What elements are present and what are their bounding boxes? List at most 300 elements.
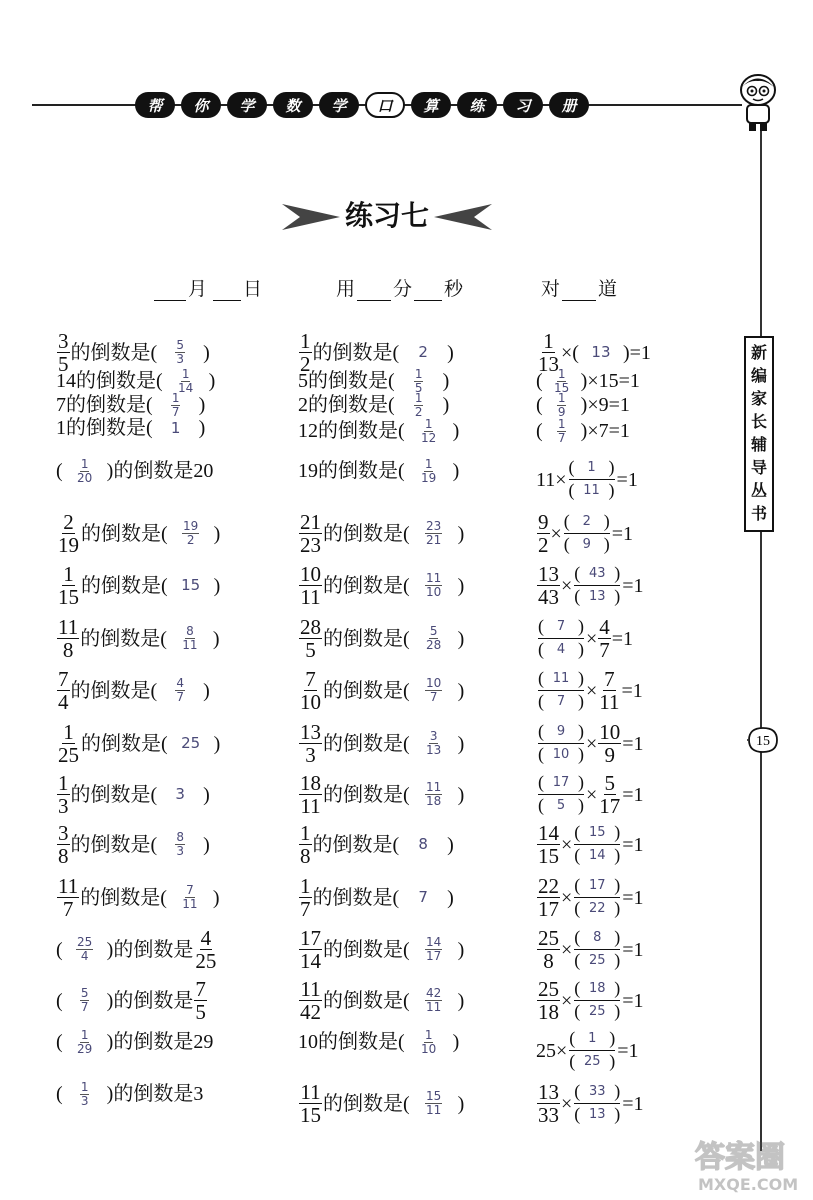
given-fraction: [57, 563, 80, 608]
handwritten-denominator: 25: [589, 953, 606, 969]
answer-blank[interactable]: [160, 884, 219, 910]
answer-slot: [405, 418, 453, 444]
answer-fraction-blank[interactable]: [538, 722, 584, 765]
handwritten-denominator: 4: [556, 642, 566, 658]
answer-slot: [399, 837, 447, 852]
sidebar-char: 丛: [750, 482, 767, 500]
paren: (: [563, 534, 570, 555]
denominator: 15: [58, 585, 79, 610]
given-fraction: [299, 668, 322, 713]
paren: ): [457, 938, 465, 961]
answer-blank[interactable]: [536, 392, 587, 418]
numerator: 14: [538, 821, 559, 845]
answer-blank[interactable]: [403, 730, 464, 756]
prompt-text: 的倒数是: [70, 679, 151, 702]
denominator: 7: [176, 690, 184, 705]
paren: (: [574, 927, 581, 947]
reciprocal-row: [298, 1029, 459, 1055]
denominator: 29: [77, 1041, 93, 1056]
answer-slot: [410, 625, 458, 651]
header-char: 帮: [135, 92, 175, 118]
answer-slot: [395, 392, 443, 418]
answer-slot: [157, 831, 203, 857]
paren: ): [580, 420, 588, 443]
answer-fraction-blank[interactable]: [569, 458, 615, 501]
given-number: 10: [298, 1031, 318, 1054]
prompt-text: 的倒数是: [113, 989, 194, 1012]
paren: (: [160, 886, 167, 909]
paren: (: [536, 370, 543, 393]
numerator: 11: [426, 780, 442, 795]
given-fraction: [598, 721, 621, 766]
handwritten-denominator: 25: [589, 1004, 606, 1020]
answer-fraction-blank[interactable]: [538, 773, 584, 816]
handwritten-answer: [171, 392, 181, 418]
paren: ): [442, 394, 450, 417]
paren: ): [614, 563, 621, 583]
handwritten-answer: [181, 625, 198, 651]
answer-blank[interactable]: [536, 418, 587, 444]
handwritten-answer: [76, 1029, 93, 1055]
paren: ): [452, 460, 460, 483]
reciprocal-row: [298, 978, 464, 1023]
paren: (: [150, 783, 158, 806]
paren: (: [569, 1028, 576, 1048]
prompt-text: 的倒数是: [323, 938, 403, 961]
product-row: [536, 616, 633, 661]
numerator: 1: [424, 1028, 433, 1042]
second-blank[interactable]: [414, 282, 442, 301]
answer-blank[interactable]: [146, 392, 205, 418]
paren: (: [56, 1031, 63, 1054]
answer-blank[interactable]: [393, 343, 454, 363]
numerator: 7: [58, 667, 69, 691]
denominator: 14: [178, 380, 194, 395]
answer-blank[interactable]: [146, 418, 205, 438]
answer-slot: [410, 781, 458, 807]
denominator: 11: [599, 690, 620, 715]
paren: (: [398, 460, 405, 483]
paren: (: [574, 950, 581, 971]
paren: ): [212, 627, 220, 650]
numerator: 4: [200, 926, 212, 950]
answer-blank[interactable]: [56, 1029, 113, 1055]
answer-blank[interactable]: [403, 572, 464, 598]
answer-fraction-blank[interactable]: [564, 512, 610, 555]
equals-one: =1: [622, 783, 644, 806]
given-fraction: [299, 875, 312, 920]
paren: (: [574, 978, 581, 998]
answer-blank[interactable]: [161, 520, 220, 546]
answer-blank[interactable]: [398, 458, 459, 484]
numerator: 1: [80, 1080, 89, 1094]
reciprocal-row: [298, 392, 449, 418]
answer-blank[interactable]: [151, 339, 210, 365]
denominator: 18: [538, 1000, 559, 1025]
handwritten-answer: [557, 392, 567, 418]
given-number: 12: [298, 420, 318, 443]
reciprocal-row: [56, 392, 205, 418]
answer-fraction-blank[interactable]: [574, 823, 620, 866]
paren: ): [203, 341, 210, 364]
paren: (: [161, 732, 168, 755]
answer-slot: [63, 1081, 107, 1107]
handwritten-numerator: 1: [588, 1030, 597, 1046]
handwritten-numerator: 9: [556, 723, 566, 739]
paren: (: [403, 574, 410, 597]
paren: (: [392, 833, 400, 856]
given-number: 25: [536, 1039, 556, 1062]
numerator: 7: [195, 977, 206, 1001]
handwritten-numerator: 15: [589, 824, 606, 840]
answer-blank[interactable]: [572, 343, 629, 363]
denominator: 10: [421, 1041, 437, 1056]
reciprocal-row: [298, 1081, 464, 1126]
denominator: 33: [538, 1103, 559, 1128]
answer-blank[interactable]: [151, 677, 210, 703]
paren: ): [457, 522, 465, 545]
handwritten-numerator: 1: [587, 459, 596, 475]
answer-slot: [410, 572, 458, 598]
reciprocal-row: [56, 721, 220, 766]
answer-blank[interactable]: [56, 987, 113, 1013]
paren: ): [212, 886, 220, 909]
header-char: 数: [273, 92, 313, 118]
handwritten-numerator: 2: [582, 513, 591, 529]
reciprocal-row: [298, 772, 464, 817]
given-fraction: [537, 1081, 560, 1126]
denominator: 9: [604, 743, 616, 768]
day-blank[interactable]: [213, 282, 241, 301]
prompt-text: 的倒数是: [318, 420, 398, 443]
denominator: 17: [426, 949, 442, 964]
denominator: 3: [305, 743, 316, 768]
answer-blank[interactable]: [161, 734, 220, 754]
handwritten-denominator: 9: [582, 537, 591, 553]
numerator: 42: [426, 986, 442, 1001]
times-sign: ×: [586, 732, 598, 755]
exercise-title: [282, 198, 492, 236]
paren: (: [572, 341, 579, 364]
given-number: 19: [298, 460, 318, 483]
given-fraction: [537, 927, 560, 972]
paren: ): [614, 978, 621, 998]
paren: ): [457, 574, 465, 597]
times-sign: ×: [587, 420, 599, 443]
handwritten-answer: 15: [181, 576, 201, 595]
given-fraction: [57, 875, 79, 920]
paren: (: [146, 417, 153, 439]
answer-blank[interactable]: [403, 520, 464, 546]
denominator: 4: [58, 690, 69, 715]
handwritten-numerator: 17: [589, 877, 606, 893]
answer-blank[interactable]: [56, 936, 113, 962]
prompt-text: 的倒数是: [113, 938, 194, 961]
paren: ): [447, 833, 454, 856]
paren: (: [574, 563, 581, 583]
answer-fraction-blank[interactable]: [574, 928, 620, 971]
paren: ): [578, 668, 584, 688]
times-sign: ×: [561, 938, 573, 961]
handwritten-answer: [425, 520, 442, 546]
denominator: 15: [554, 380, 570, 395]
denominator: 2: [300, 352, 311, 377]
answer-slot: [167, 884, 213, 910]
denominator: 20: [77, 470, 93, 485]
handwritten-denominator: 14: [589, 848, 606, 864]
numerator: 1: [300, 874, 311, 898]
answer-slot: [579, 345, 623, 360]
paren: ): [614, 927, 621, 947]
product-row: [536, 1029, 639, 1072]
handwritten-denominator: 25: [584, 1054, 601, 1070]
given-fraction: [537, 822, 560, 867]
prompt-text: 的倒数是: [80, 627, 161, 650]
numerator: 1: [58, 771, 69, 795]
numerator: 1: [80, 1028, 89, 1042]
paren: (: [56, 938, 63, 961]
handwritten-answer: [80, 1081, 90, 1107]
given-fraction: [57, 822, 70, 867]
sidebar-char: 长: [750, 413, 767, 431]
prompt-text: 的倒数是: [70, 783, 151, 806]
paren: (: [538, 616, 544, 636]
answer-slot: [410, 520, 458, 546]
handwritten-answer: [80, 987, 90, 1013]
handwritten-answer: [425, 781, 442, 807]
answer-blank[interactable]: [56, 458, 113, 484]
reciprocal-row: [298, 616, 464, 661]
paren: ): [614, 1104, 621, 1125]
answer-fraction-blank[interactable]: [538, 617, 584, 660]
product-row: [536, 668, 643, 713]
equals-one: =1: [621, 679, 643, 702]
equals-one: =1: [629, 341, 651, 364]
denominator: 3: [58, 794, 69, 819]
paren: (: [403, 783, 410, 806]
product-row: [536, 927, 644, 972]
given-fraction: [57, 616, 79, 661]
paren: (: [161, 522, 168, 545]
paren: ): [578, 639, 584, 660]
paren: ): [578, 744, 584, 765]
equals-one: =1: [617, 1039, 639, 1062]
answer-blank[interactable]: [398, 418, 459, 444]
reciprocal-row: [56, 927, 218, 972]
answer-slot: [410, 677, 458, 703]
denominator: 28: [426, 638, 442, 653]
paren: ): [578, 616, 584, 636]
numerator: 13: [300, 720, 321, 744]
numerator: 3: [429, 729, 438, 744]
paren: (: [161, 574, 168, 597]
numerator: 8: [176, 830, 184, 845]
paren: (: [156, 370, 163, 393]
numerator: 9: [538, 510, 549, 534]
numerator: 1: [414, 391, 423, 405]
answer-blank[interactable]: [403, 936, 464, 962]
paren: ): [106, 1031, 114, 1054]
prompt-text: 的倒数是: [81, 732, 161, 755]
paren: (: [403, 679, 410, 702]
fraction-bar: [564, 533, 610, 535]
answer-blank[interactable]: [403, 625, 464, 651]
numerator: 7: [305, 667, 316, 691]
handwritten-denominator: 5: [556, 798, 566, 814]
fraction-bar: [569, 479, 615, 481]
prompt-text: 的倒数是: [308, 394, 388, 417]
paren: ): [614, 875, 621, 895]
answer-fraction-blank[interactable]: [574, 979, 620, 1022]
numerator: 1: [63, 562, 74, 586]
reciprocal-row: [298, 927, 464, 972]
answer-fraction-blank[interactable]: [574, 876, 620, 919]
given-fraction: [299, 822, 312, 867]
handwritten-numerator: 7: [556, 618, 566, 634]
paren: ): [106, 938, 114, 961]
denominator: 13: [426, 743, 442, 758]
denominator: 3: [176, 844, 184, 859]
answer-fraction-blank[interactable]: [574, 1082, 620, 1125]
paren: ): [614, 950, 621, 971]
correct-blank[interactable]: [562, 282, 596, 301]
answer-blank[interactable]: [398, 1029, 459, 1055]
numerator: 10: [300, 562, 321, 586]
numerator: 15: [426, 1089, 442, 1104]
paren: (: [388, 370, 395, 393]
paren: (: [574, 586, 581, 607]
denominator: 43: [538, 585, 559, 610]
product-row: [536, 458, 638, 501]
handwritten-numerator: 43: [589, 565, 606, 581]
denominator: 11: [182, 897, 198, 912]
numerator: 11: [300, 977, 321, 1001]
answer-fraction-blank[interactable]: [574, 564, 620, 607]
denominator: 5: [195, 1000, 206, 1025]
equals-one: =1: [611, 522, 634, 545]
equals-one: =1: [622, 938, 644, 961]
times-sign: ×: [587, 394, 599, 417]
paren: (: [574, 898, 581, 919]
header-char: 习: [503, 92, 543, 118]
paren: ): [203, 783, 210, 806]
reciprocal-row: [298, 668, 464, 713]
product-row: [536, 875, 644, 920]
numerator: 1: [300, 329, 311, 353]
denominator: 5: [305, 638, 316, 663]
denominator: 7: [429, 690, 438, 705]
handwritten-answer: 13: [591, 343, 611, 362]
times-sign: ×: [561, 886, 573, 909]
paren: (: [160, 627, 167, 650]
numerator: 1: [557, 367, 566, 381]
minute-blank[interactable]: [357, 282, 391, 301]
paren: (: [403, 938, 410, 961]
answer-blank[interactable]: [403, 677, 464, 703]
handwritten-answer: [177, 368, 194, 394]
answer-blank[interactable]: [393, 835, 454, 855]
series-sidebar: [744, 336, 774, 532]
answer-blank[interactable]: [161, 576, 220, 596]
denominator: 3: [80, 1093, 89, 1108]
denominator: 19: [58, 533, 79, 558]
answer-slot: [399, 345, 447, 360]
paren: ): [622, 341, 630, 364]
denominator: 4: [80, 949, 89, 964]
numerator: 17: [300, 926, 321, 950]
paren: (: [574, 822, 581, 842]
numerator: 4: [176, 676, 184, 691]
paren: ): [578, 721, 584, 741]
paren: (: [398, 1031, 405, 1054]
header-char: 算: [411, 92, 451, 118]
prompt-text: 的倒数是: [323, 732, 403, 755]
answer-blank[interactable]: [156, 368, 215, 394]
denominator: 2: [414, 404, 423, 419]
reciprocal-row: [56, 368, 215, 394]
handwritten-numerator: 11: [552, 670, 570, 686]
answer-blank[interactable]: [151, 785, 210, 805]
answer-blank[interactable]: [393, 888, 454, 908]
denominator: 11: [426, 1103, 442, 1118]
answer-fraction-blank[interactable]: [569, 1029, 615, 1072]
given-fraction: [57, 511, 80, 556]
month-blank[interactable]: [154, 282, 186, 301]
reciprocal-row: [56, 511, 220, 556]
prompt-text: 的倒数是: [312, 341, 393, 364]
answer-fraction-blank[interactable]: [538, 669, 584, 712]
reciprocal-row: [56, 1029, 213, 1055]
denominator: 25: [58, 743, 79, 768]
answer-blank[interactable]: [388, 392, 449, 418]
numerator: 11: [58, 874, 79, 898]
times-sign: ×: [556, 1039, 568, 1062]
given-fraction: [194, 978, 207, 1023]
handwritten-answer: [425, 1090, 442, 1116]
denominator: 17: [599, 794, 621, 819]
answer-blank[interactable]: [403, 1090, 464, 1116]
numerator: 4: [599, 615, 610, 639]
page-number: 15: [756, 734, 770, 749]
answer-slot: [410, 987, 458, 1013]
prompt-text: 的倒数是: [66, 417, 146, 439]
paren: ): [198, 417, 206, 439]
product-row: [536, 368, 640, 394]
given-fraction: [194, 927, 217, 972]
answer-blank[interactable]: [56, 1081, 113, 1107]
reciprocal-row: [56, 563, 220, 608]
answer-slot: [63, 936, 107, 962]
sidebar-char: 导: [750, 459, 767, 477]
prompt-text: 的倒数是: [113, 460, 194, 483]
page-title: 练习七: [344, 199, 429, 232]
handwritten-answer: [420, 418, 437, 444]
numerator: 14: [426, 935, 442, 950]
sidebar-char: 编: [750, 367, 767, 385]
answer-blank[interactable]: [160, 625, 219, 651]
answer-blank[interactable]: [151, 831, 210, 857]
answer-slot: [157, 787, 203, 802]
equals-one: =1: [622, 732, 644, 755]
numerator: 25: [538, 977, 559, 1001]
reciprocal-row: [298, 563, 464, 608]
denominator: 19: [421, 470, 437, 485]
answer-blank[interactable]: [403, 987, 464, 1013]
numerator: 10: [599, 720, 621, 744]
product-row: [536, 418, 630, 444]
answer-blank[interactable]: [403, 781, 464, 807]
given-fraction: [57, 772, 70, 817]
